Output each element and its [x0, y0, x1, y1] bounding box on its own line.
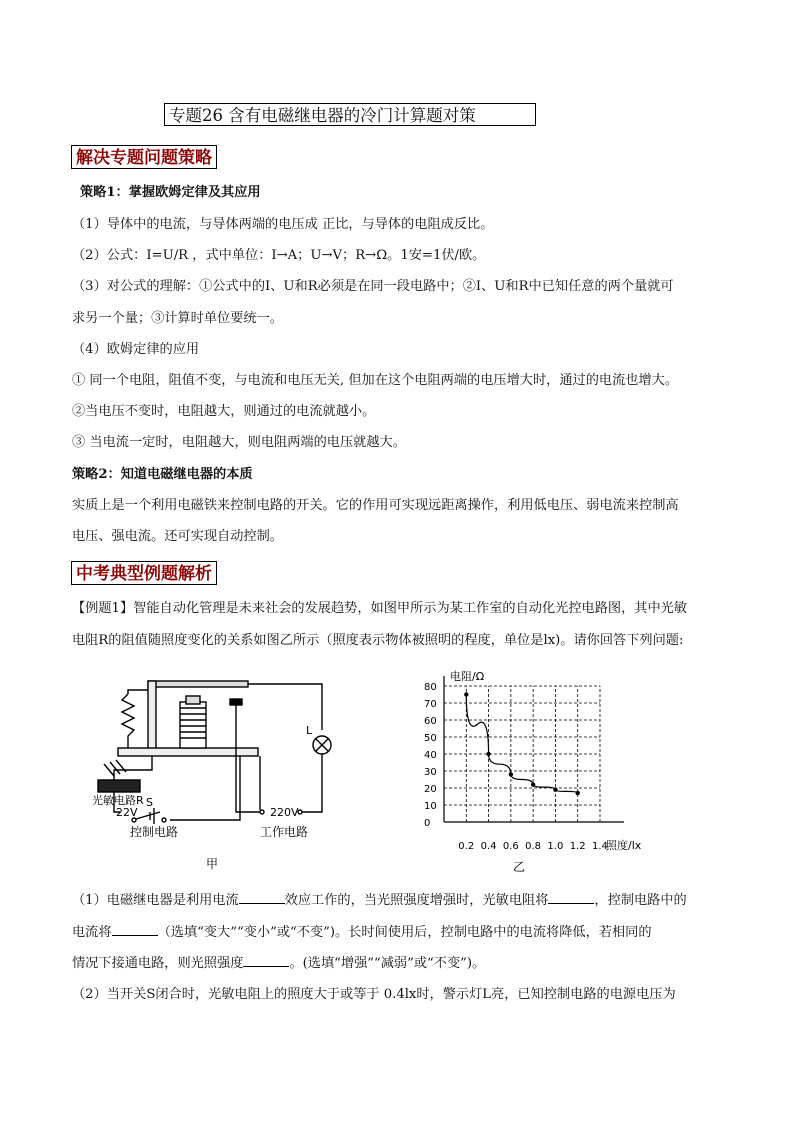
strategy1-line: （1）导体中的电流，与导体两端的电压成 正比，与导体的电阻成反比。 — [72, 217, 494, 232]
question-1-line — [72, 923, 652, 942]
data-point — [509, 772, 513, 776]
answer-blank[interactable] — [548, 891, 594, 904]
data-point — [531, 782, 535, 786]
page-title: 专题26 含有电磁继电器的冷门计算题对策 — [164, 103, 536, 126]
y-tick-label: 70 — [424, 699, 437, 710]
voltage-220v-label: 220V — [270, 806, 299, 819]
wire — [170, 756, 240, 820]
series-line — [466, 695, 577, 794]
answer-blank[interactable] — [239, 891, 285, 904]
wire — [300, 754, 322, 812]
control-circuit-label: 控制电路 — [130, 825, 179, 839]
work-circuit-label: 工作电路 — [260, 825, 309, 839]
strategy1-line: （3）对公式的理解：①公式中的I、U和R必须是在同一段电路中；②I、U和R中已知任意的两个量就可 — [72, 279, 674, 294]
strategy1-heading: 策略1：掌握欧姆定律及其应用 — [80, 185, 261, 200]
question-1-line — [72, 954, 485, 973]
y-tick-label: 60 — [424, 716, 437, 727]
y-tick-label: 20 — [424, 784, 437, 795]
data-point — [486, 752, 490, 756]
x-tick-label: 1.4 — [592, 841, 608, 852]
wire — [128, 690, 148, 694]
question-text: （1）电磁继电器是利用电流 — [72, 893, 239, 908]
answer-blank[interactable] — [112, 923, 158, 936]
section-examples-heading: 中考典型例题解析 — [71, 561, 217, 585]
x-axis-label: 照度/lx — [606, 839, 642, 852]
strategy1-line: ②当电压不变时，电阻越大，则通过的电流就越小。 — [72, 404, 376, 419]
y-tick-label: 0 — [424, 818, 431, 829]
x-tick-label: 1.0 — [547, 841, 564, 852]
question-text: 。(选填“增强”“减弱”或“不变”)。 — [289, 956, 486, 971]
question-text: （选填“变大”“变小”或“不变”)。长时间使用后，控制电路中的电流将降低，若相同的 — [157, 925, 652, 940]
question-text: 效应工作的，当光照强度增强时，光敏电阻将 — [284, 893, 549, 908]
photoresistor-label: 光敏电路R — [92, 794, 144, 807]
y-tick-label: 30 — [424, 767, 437, 778]
strategy1-line: ③ 当电流一定时，电阻越大，则电阻两端的电压就越大。 — [72, 435, 406, 450]
armature-bar — [148, 681, 248, 687]
x-tick-label: 0.4 — [480, 841, 497, 852]
x-tick-label: 0.6 — [502, 841, 519, 852]
x-tick-label: 1.2 — [569, 841, 586, 852]
strategy2-line: 电压、强电流。还可实现自动控制。 — [72, 529, 283, 544]
data-point — [464, 692, 468, 696]
question-text: ，控制电路中的 — [594, 893, 687, 908]
resistance-illuminance-chart — [410, 666, 660, 876]
support-post — [148, 681, 156, 749]
strategy1-line: （4）欧姆定律的应用 — [72, 342, 200, 357]
answer-blank[interactable] — [243, 954, 289, 967]
relay-contact — [230, 699, 242, 705]
voltage-22v-label: 22V — [116, 806, 138, 819]
y-tick-label: 80 — [424, 682, 437, 693]
example-line: 电阻R的阻值随照度变化的关系如图乙所示（照度表示物体被照明的程度，单位是lx)。请你回答下列问题: — [72, 633, 684, 648]
y-tick-label: 10 — [424, 801, 437, 812]
photoresistor-icon — [98, 780, 140, 792]
lamp-label: L — [306, 724, 313, 737]
question-text: 情况下接通电路，则光照强度 — [72, 956, 244, 971]
question-2-line: （2）当开关S闭合时，光敏电阻上的照度大于或等于 0.4lx时，警示灯L亮，已知控制电路的电源电压为 — [72, 987, 676, 1002]
strategy1-line: （2）公式：I=U/R ，式中单位：I→A；U→V；R→Ω。1安=1伏/欧。 — [72, 248, 486, 263]
question-1-line — [72, 891, 687, 910]
electromagnet-coil — [180, 702, 206, 748]
section-strategy-heading: 解决专题问题策略 — [71, 145, 217, 169]
question-text: 电流将 — [72, 925, 112, 940]
x-tick-label: 0.2 — [458, 841, 475, 852]
figure-caption-b: 乙 — [513, 860, 526, 874]
example-line: 【例题1】智能自动化管理是未来社会的发展趋势，如图甲所示为某工作室的自动化光控电路图，其中光敏 — [72, 601, 688, 616]
data-point — [553, 788, 557, 792]
base-plate — [118, 748, 258, 756]
strategy1-line: ① 同一个电阻，阻值不变，与电流和电压无关, 但加在这个电阻两端的电压增大时，通过的电流也增大。 — [72, 373, 679, 388]
switch-label: S — [146, 796, 153, 809]
x-tick-label: 0.8 — [525, 841, 542, 852]
y-tick-label: 40 — [424, 750, 437, 761]
data-point — [576, 791, 580, 795]
strategy2-heading: 策略2：知道电磁继电器的本质 — [72, 467, 253, 482]
switch-icon — [136, 812, 160, 819]
strategy1-line: 求另一个量；③计算时单位要统一。 — [72, 311, 283, 326]
strategy2-line: 实质上是一个利用电磁铁来控制电路的开关。它的作用可实现远距离操作，利用低电压、弱电流来控制高 — [72, 498, 679, 513]
spring-icon — [122, 694, 134, 748]
y-axis-label: 电阻/Ω — [450, 670, 485, 683]
figure-caption-a: 甲 — [206, 857, 219, 871]
relay-circuit-diagram — [90, 672, 350, 872]
y-tick-label: 50 — [424, 733, 437, 744]
